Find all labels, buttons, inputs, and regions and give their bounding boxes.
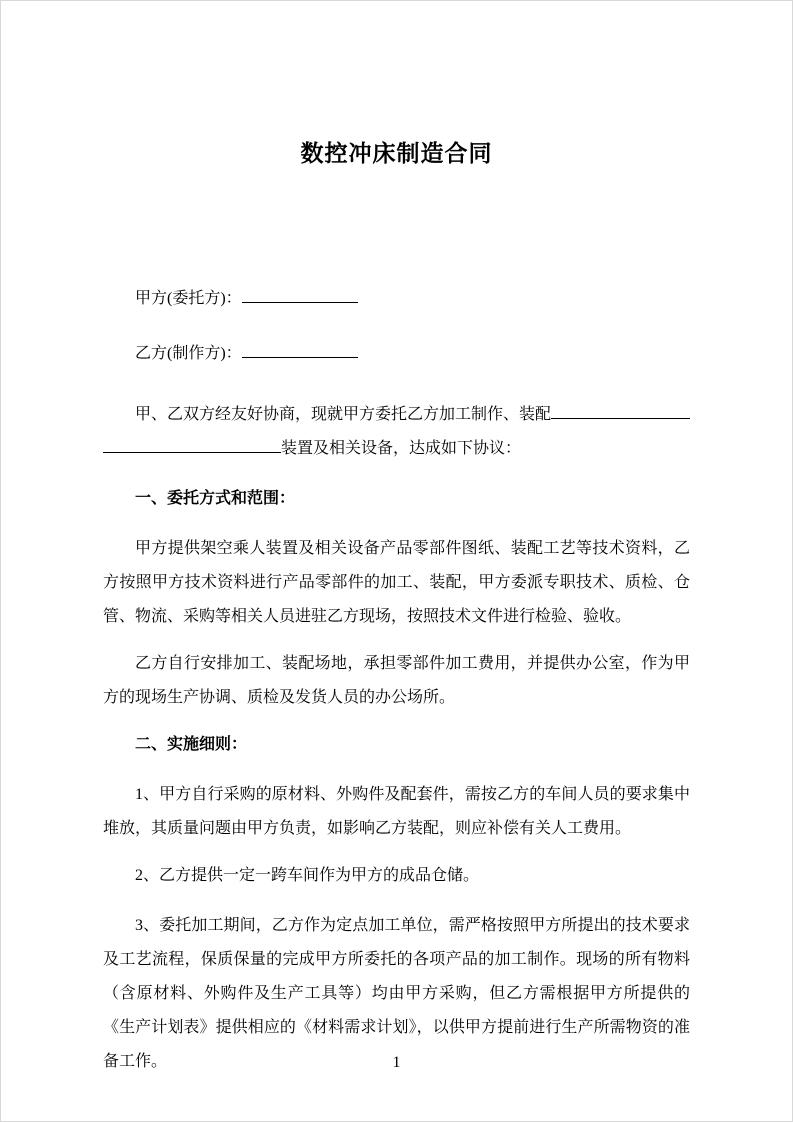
party-b-label: 乙方(制作方)： — [135, 345, 242, 362]
party-b-line — [103, 342, 690, 366]
intro-text: 甲、乙双方经友好协商，现就甲方委托乙方加工制作、装配 — [135, 406, 552, 423]
section-2-heading: 二、实施细则： — [135, 736, 248, 753]
party-a-label: 甲方(委托方)： — [135, 290, 242, 307]
intro-text-continued: 装置及相关设备，达成如下协议： — [281, 440, 522, 457]
section-1-paragraph-2: 乙方自行安排加工、装配场地，承担零部件加工费用，并提供办公室，作为甲方的现场生产协调、质检及发货人员的办公场所。 — [103, 655, 690, 706]
intro-paragraph — [103, 398, 690, 466]
section-2-item-1: 1、甲方自行采购的原材料、外购件及配套件，需按乙方的车间人员的要求集中堆放，其质量问题由甲方负责，如影响乙方装配，则应补偿有关人工费用。 — [103, 786, 690, 837]
page-number: 1 — [392, 1054, 401, 1071]
party-b-blank-field[interactable] — [242, 343, 358, 358]
document-title: 数控冲床制造合同 — [300, 140, 493, 166]
section-2-item-3: 3、委托加工期间，乙方作为定点加工单位，需严格按照甲方所提出的技术要求及工艺流程，保质保量的完成甲方所委托的各项产品的加工制作。现场的所有物料（含原材料、外购件及生产工具等）均由甲方采购，但乙方需根据甲方所提供的《生产计划表》提供相应的《材料需求计划》，以供甲方提前进行生产所需物资的准备工作。 — [103, 917, 690, 1070]
party-a-line — [103, 287, 690, 311]
section-1-heading: 一、委托方式和范围： — [135, 490, 296, 507]
intro-line-1 — [103, 398, 690, 432]
equipment-name-blank-field[interactable] — [551, 404, 690, 419]
intro-line-2 — [103, 432, 690, 466]
section-1-paragraph-1: 甲方提供架空乘人装置及相关设备产品零部件图纸、装配工艺等技术资料，乙方按照甲方技术资料进行产品零部件的加工、装配，甲方委派专职技术、质检、仓管、物流、采购等相关人员进驻乙方现场，按照技术文件进行检验、验收。 — [103, 540, 690, 625]
equipment-name-blank-field-continued[interactable] — [103, 438, 281, 453]
party-a-blank-field[interactable] — [242, 288, 358, 303]
section-2-item-2: 2、乙方提供一定一跨车间作为甲方的成品仓储。 — [135, 867, 480, 884]
